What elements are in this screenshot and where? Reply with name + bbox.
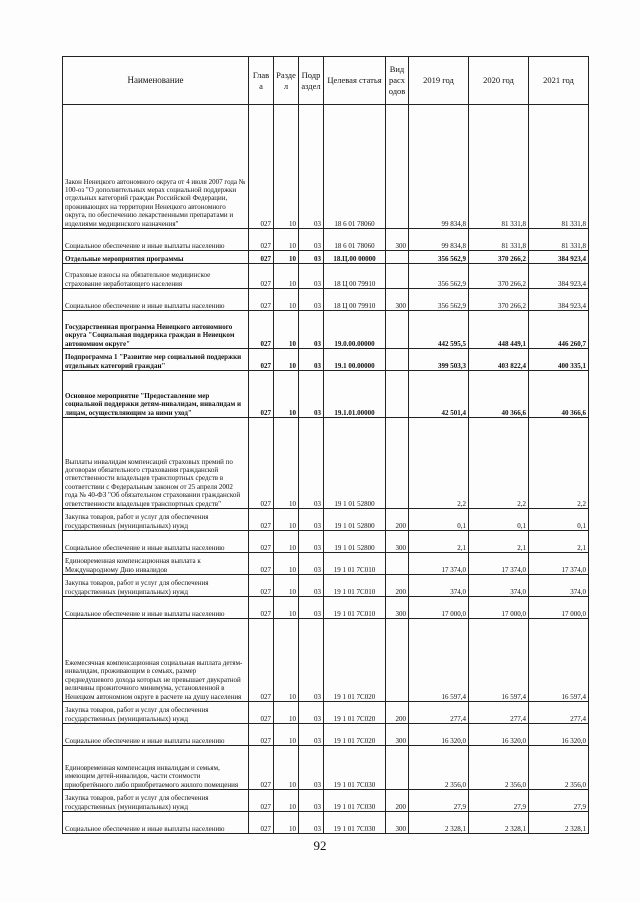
row-subsection: 03 (299, 349, 324, 371)
row-name: Социальное обеспечение и иные выплаты населению (63, 724, 249, 746)
row-name: Единовременная компенсационная выплата к Международному Дню инвалидов (63, 553, 249, 575)
row-section: 10 (274, 229, 299, 251)
row-name: Ежемесячная компенсационная социальная выплата детям-инвалидам, проживающим в семьях, размер среднедушевого дохода которых не превышает двукратной величины прожиточного минимума, установленной в Ненецком автономном округе в расчете на душу населения (63, 619, 249, 702)
row-chapter: 027 (249, 553, 274, 575)
row-section: 10 (274, 311, 299, 349)
row-chapter: 027 (249, 812, 274, 834)
row-name: Основное мероприятие "Предоставление мер социальной поддержки детям-инвалидам, инвалидам и лицам, осуществляющим за ними уход" (63, 371, 249, 418)
row-target: 19 1 01 7С020 (324, 702, 386, 724)
row-subsection: 03 (299, 746, 324, 790)
row-subsection: 03 (299, 575, 324, 597)
header-section: Разде л (274, 57, 299, 105)
row-target: 19 1 01 7С010 (324, 597, 386, 619)
row-value-2021: 2,1 (529, 531, 589, 553)
row-expense-type: 200 (386, 702, 409, 724)
row-subsection: 03 (299, 251, 324, 264)
row-section: 10 (274, 575, 299, 597)
row-expense-type: 300 (386, 531, 409, 553)
row-expense-type: 200 (386, 575, 409, 597)
row-value-2019: 2,1 (409, 531, 469, 553)
row-expense-type: 200 (386, 509, 409, 531)
row-expense-type (386, 311, 409, 349)
row-subsection: 03 (299, 812, 324, 834)
row-chapter: 027 (249, 790, 274, 812)
header-year-2019: 2019 год (409, 57, 469, 105)
row-subsection: 03 (299, 311, 324, 349)
row-value-2019: 356 562,9 (409, 264, 469, 289)
row-expense-type (386, 349, 409, 371)
row-chapter: 027 (249, 289, 274, 311)
header-expense-type: Вид расх одов (386, 57, 409, 105)
row-name: Отдельные мероприятия программы (63, 251, 249, 264)
row-value-2019: 442 595,5 (409, 311, 469, 349)
row-value-2019: 374,0 (409, 575, 469, 597)
row-expense-type: 300 (386, 812, 409, 834)
table-row (63, 597, 589, 619)
row-value-2020: 16 597,4 (469, 619, 529, 702)
row-name: Закупка товаров, работ и услуг для обеспечения государственных (муниципальных) нужд (63, 575, 249, 597)
row-target: 19 1 01 7С030 (324, 812, 386, 834)
table-row (63, 619, 589, 702)
header-chapter: Глав а (249, 57, 274, 105)
row-value-2020: 81 331,8 (469, 229, 529, 251)
row-chapter: 027 (249, 531, 274, 553)
row-section: 10 (274, 509, 299, 531)
row-section: 10 (274, 418, 299, 509)
row-section: 10 (274, 702, 299, 724)
header-target: Целевая статья (324, 57, 386, 105)
row-value-2019: 356 562,9 (409, 251, 469, 264)
row-name: Социальное обеспечение и иные выплаты населению (63, 597, 249, 619)
row-value-2021: 27,9 (529, 790, 589, 812)
row-target: 18 6 01 78060 (324, 229, 386, 251)
row-chapter: 027 (249, 724, 274, 746)
header-subsection: Подр аздел (299, 57, 324, 105)
row-value-2021: 384 923,4 (529, 251, 589, 264)
row-name: Социальное обеспечение и иные выплаты населению (63, 229, 249, 251)
row-value-2020: 2 356,0 (469, 746, 529, 790)
row-expense-type: 300 (386, 597, 409, 619)
table-row (63, 575, 589, 597)
row-value-2019: 2 356,0 (409, 746, 469, 790)
row-subsection: 03 (299, 289, 324, 311)
row-section: 10 (274, 812, 299, 834)
row-value-2021: 16 597,4 (529, 619, 589, 702)
row-expense-type (386, 553, 409, 575)
row-section: 10 (274, 553, 299, 575)
row-expense-type (386, 746, 409, 790)
row-target: 19 1 01 7С020 (324, 724, 386, 746)
table-row (63, 790, 589, 812)
row-value-2021: 277,4 (529, 702, 589, 724)
row-expense-type (386, 619, 409, 702)
row-value-2021: 374,0 (529, 575, 589, 597)
row-value-2021: 40 366,6 (529, 371, 589, 418)
table-row (63, 702, 589, 724)
row-section: 10 (274, 105, 299, 229)
table-row (63, 251, 589, 264)
row-chapter: 027 (249, 349, 274, 371)
row-target: 18 6 01 78060 (324, 105, 386, 229)
row-target: 19 1 01 52800 (324, 531, 386, 553)
row-value-2020: 448 449,1 (469, 311, 529, 349)
row-target: 19.1.01.00000 (324, 371, 386, 418)
row-value-2019: 99 834,8 (409, 105, 469, 229)
row-value-2020: 2 328,1 (469, 812, 529, 834)
row-subsection: 03 (299, 105, 324, 229)
row-value-2021: 400 335,1 (529, 349, 589, 371)
row-expense-type: 300 (386, 289, 409, 311)
row-value-2020: 40 366,6 (469, 371, 529, 418)
row-value-2019: 356 562,9 (409, 289, 469, 311)
row-target: 18 Ц 00 79910 (324, 289, 386, 311)
row-chapter: 027 (249, 619, 274, 702)
row-chapter: 027 (249, 371, 274, 418)
row-name: Социальное обеспечение и иные выплаты населению (63, 531, 249, 553)
row-chapter: 027 (249, 702, 274, 724)
row-section: 10 (274, 619, 299, 702)
table-row (63, 746, 589, 790)
row-expense-type (386, 418, 409, 509)
row-value-2020: 16 320,0 (469, 724, 529, 746)
row-name: Подпрограмма 1 "Развитие мер социальной поддержки отдельных категорий граждан" (63, 349, 249, 371)
table-row (63, 812, 589, 834)
table-body (63, 105, 589, 834)
row-value-2020: 370 266,2 (469, 289, 529, 311)
row-expense-type: 300 (386, 724, 409, 746)
row-target: 19.1 00.00000 (324, 349, 386, 371)
row-name: Выплаты инвалидам компенсаций страховых премий по договорам обязательного страхования гражданской ответственности владельцев транспортных средств в соответствии с Федеральным законом от 25 апреля 2002 года № 40-ФЗ "Об обязательном страховании гражданской ответственности владельцев транспортных средств" (63, 418, 249, 509)
row-value-2021: 0,1 (529, 509, 589, 531)
row-target: 18.Ц.00 00000 (324, 251, 386, 264)
row-value-2021: 2,2 (529, 418, 589, 509)
table-row (63, 509, 589, 531)
row-subsection: 03 (299, 619, 324, 702)
row-chapter: 027 (249, 311, 274, 349)
row-value-2021: 17 000,0 (529, 597, 589, 619)
row-name: Закупка товаров, работ и услуг для обеспечения государственных (муниципальных) нужд (63, 702, 249, 724)
table-row (63, 311, 589, 349)
row-section: 10 (274, 251, 299, 264)
row-section: 10 (274, 790, 299, 812)
row-value-2020: 81 331,8 (469, 105, 529, 229)
row-value-2020: 370 266,2 (469, 264, 529, 289)
row-value-2021: 384 923,4 (529, 289, 589, 311)
row-chapter: 027 (249, 229, 274, 251)
row-value-2020: 277,4 (469, 702, 529, 724)
table-row (63, 724, 589, 746)
row-name: Социальное обеспечение и иные выплаты населению (63, 289, 249, 311)
table-row (63, 264, 589, 289)
row-value-2021: 17 374,0 (529, 553, 589, 575)
table-row (63, 531, 589, 553)
page-number: 92 (313, 838, 327, 853)
row-name: Закупка товаров, работ и услуг для обеспечения государственных (муниципальных) нужд (63, 509, 249, 531)
row-subsection: 03 (299, 418, 324, 509)
row-chapter: 027 (249, 597, 274, 619)
row-section: 10 (274, 746, 299, 790)
header-year-2021: 2021 год (529, 57, 589, 105)
row-expense-type (386, 105, 409, 229)
row-target: 19 1 01 7С020 (324, 619, 386, 702)
row-section: 10 (274, 531, 299, 553)
row-subsection: 03 (299, 509, 324, 531)
row-value-2020: 0,1 (469, 509, 529, 531)
budget-table (62, 56, 589, 834)
row-name: Страховые взносы на обязательное медицинское страхование неработающего населения (63, 264, 249, 289)
row-value-2021: 81 331,8 (529, 105, 589, 229)
row-name: Социальное обеспечение и иные выплаты населению (63, 812, 249, 834)
row-value-2019: 42 501,4 (409, 371, 469, 418)
row-section: 10 (274, 597, 299, 619)
row-subsection: 03 (299, 371, 324, 418)
row-value-2020: 403 822,4 (469, 349, 529, 371)
row-section: 10 (274, 349, 299, 371)
row-value-2019: 2 328,1 (409, 812, 469, 834)
table-header-row (63, 57, 589, 105)
row-value-2019: 16 320,0 (409, 724, 469, 746)
row-value-2019: 16 597,4 (409, 619, 469, 702)
row-subsection: 03 (299, 702, 324, 724)
row-name: Государственная программа Ненецкого автономного округа "Социальная поддержка граждан в Ненецком автономном округе" (63, 311, 249, 349)
row-subsection: 03 (299, 553, 324, 575)
table-row (63, 418, 589, 509)
table-row (63, 229, 589, 251)
row-section: 10 (274, 724, 299, 746)
row-value-2020: 17 374,0 (469, 553, 529, 575)
row-value-2019: 17 374,0 (409, 553, 469, 575)
row-value-2020: 374,0 (469, 575, 529, 597)
row-chapter: 027 (249, 575, 274, 597)
row-subsection: 03 (299, 264, 324, 289)
row-subsection: 03 (299, 724, 324, 746)
row-name: Закупка товаров, работ и услуг для обеспечения государственных (муниципальных) нужд (63, 790, 249, 812)
row-subsection: 03 (299, 229, 324, 251)
row-expense-type: 300 (386, 229, 409, 251)
row-section: 10 (274, 264, 299, 289)
row-name: Закон Ненецкого автономного округа от 4 июля 2007 года № 100-оз "О дополнительных мерах социальной поддержки отдельных категорий граждан Российской Федерации, проживающих на территории Ненецкого автономного округа, по обеспечению лекарственными препаратами и изделиями медицинского назначения" (63, 105, 249, 229)
row-target: 18 Ц 00 79910 (324, 264, 386, 289)
row-target: 19 1 01 52800 (324, 418, 386, 509)
row-target: 19.0.00.00000 (324, 311, 386, 349)
row-value-2020: 370 266,2 (469, 251, 529, 264)
row-value-2021: 81 331,8 (529, 229, 589, 251)
row-target: 19 1 01 7С030 (324, 790, 386, 812)
header-name: Наименование (63, 57, 249, 105)
row-expense-type (386, 264, 409, 289)
table-row (63, 553, 589, 575)
row-chapter: 027 (249, 251, 274, 264)
row-chapter: 027 (249, 509, 274, 531)
table-row (63, 349, 589, 371)
row-value-2019: 0,1 (409, 509, 469, 531)
row-chapter: 027 (249, 418, 274, 509)
row-target: 19 1 01 7С010 (324, 553, 386, 575)
row-value-2021: 384 923,4 (529, 264, 589, 289)
row-expense-type: 200 (386, 790, 409, 812)
row-value-2020: 2,2 (469, 418, 529, 509)
row-target: 19 1 01 7С010 (324, 575, 386, 597)
row-value-2020: 27,9 (469, 790, 529, 812)
row-value-2019: 2,2 (409, 418, 469, 509)
row-expense-type (386, 251, 409, 264)
header-year-2020: 2020 год (469, 57, 529, 105)
row-value-2021: 2 356,0 (529, 746, 589, 790)
row-chapter: 027 (249, 746, 274, 790)
row-value-2021: 446 260,7 (529, 311, 589, 349)
row-value-2019: 17 000,0 (409, 597, 469, 619)
table-row (63, 289, 589, 311)
row-value-2020: 17 000,0 (469, 597, 529, 619)
row-target: 19 1 01 52800 (324, 509, 386, 531)
row-value-2021: 2 328,1 (529, 812, 589, 834)
row-value-2019: 27,9 (409, 790, 469, 812)
row-value-2019: 99 834,8 (409, 229, 469, 251)
table-row (63, 371, 589, 418)
row-value-2019: 399 503,3 (409, 349, 469, 371)
row-value-2020: 2,1 (469, 531, 529, 553)
table-row (63, 105, 589, 229)
row-chapter: 027 (249, 264, 274, 289)
row-value-2019: 277,4 (409, 702, 469, 724)
row-section: 10 (274, 289, 299, 311)
row-value-2021: 16 320,0 (529, 724, 589, 746)
row-section: 10 (274, 371, 299, 418)
row-target: 19 1 01 7С030 (324, 746, 386, 790)
row-subsection: 03 (299, 790, 324, 812)
row-subsection: 03 (299, 531, 324, 553)
row-name: Единовременная компенсация инвалидам и семьям, имеющим детей-инвалидов, части стоимости приобретённого либо приобретаемого жилого помещения (63, 746, 249, 790)
row-expense-type (386, 371, 409, 418)
row-subsection: 03 (299, 597, 324, 619)
row-chapter: 027 (249, 105, 274, 229)
